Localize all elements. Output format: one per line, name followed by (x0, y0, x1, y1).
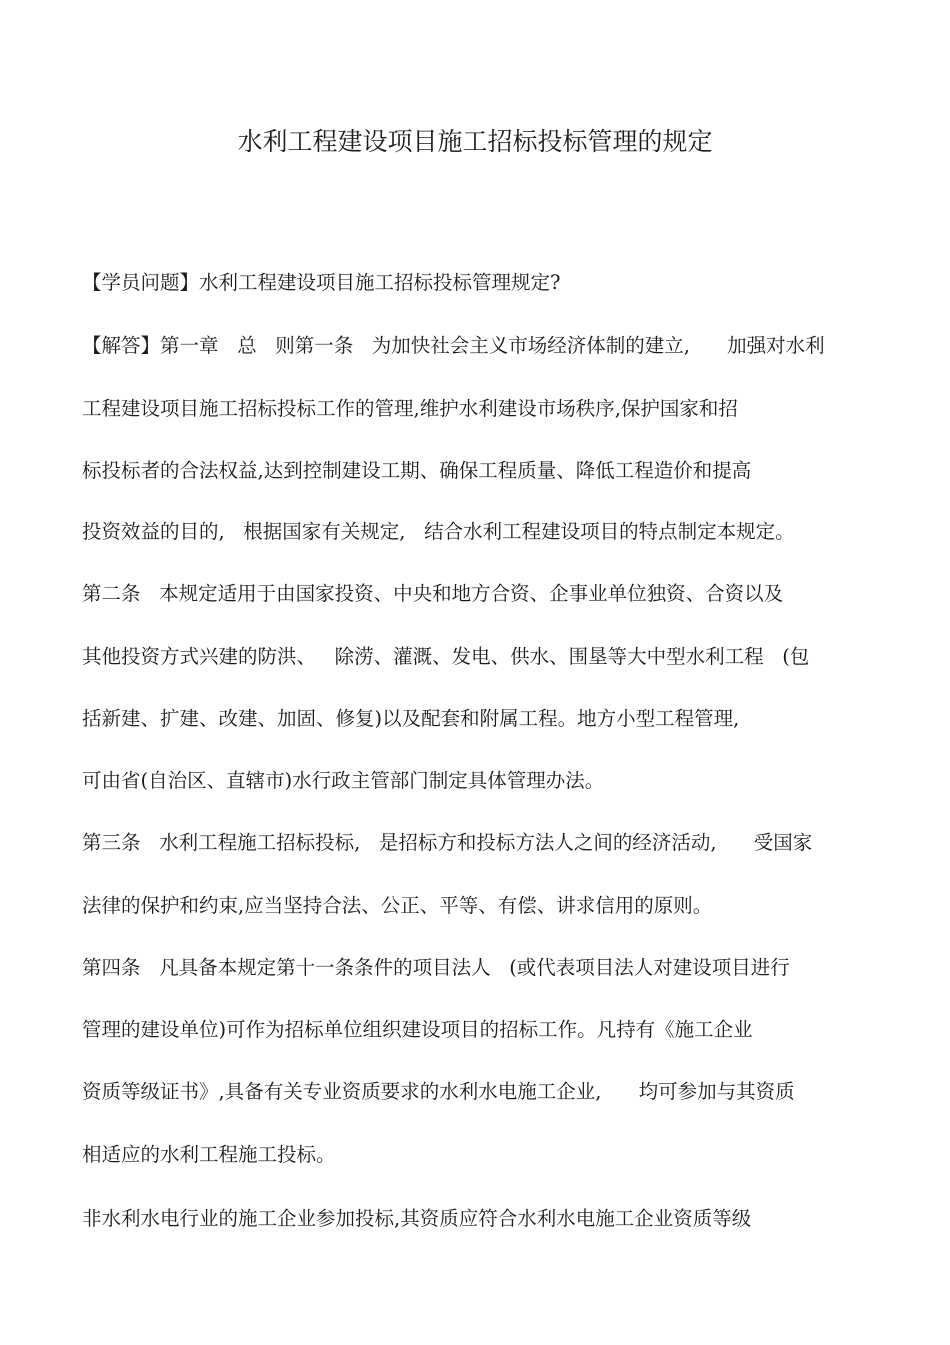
body-line: 可由省(自治区、直辖市)水行政主管部门制定具体管理办法。 (82, 769, 605, 792)
body-line: 【学员问题】水利工程建设项目施工招标投标管理规定? (82, 271, 561, 294)
body-line: 第二条 本规定适用于由国家投资、中央和地方合资、企事业单位独资、合资以及 (82, 582, 784, 605)
body-line: 非水利水电行业的施工企业参加投标,其资质应符合水利水电施工企业资质等级 (82, 1207, 752, 1230)
body-line: 法律的保护和约束,应当坚持合法、公正、平等、有偿、讲求信用的原则。 (82, 894, 713, 917)
body-line: 管理的建设单位)可作为招标单位组织建设项目的招标工作。凡持有《施工企业 (82, 1018, 753, 1041)
body-line: 第四条 凡具备本规定第十一条条件的项目法人 (或代表项目法人对建设项目进行 (82, 956, 790, 979)
body-line: 括新建、扩建、改建、加固、修复)以及配套和附属工程。地方小型工程管理, (82, 707, 740, 730)
body-line: 工程建设项目施工招标投标工作的管理,维护水利建设市场秩序,保护国家和招 (82, 397, 738, 420)
document-title: 水利工程建设项目施工招标投标管理的规定 (237, 127, 713, 156)
body-line: 资质等级证书》,具备有关专业资质要求的水利水电施工企业, 均可参加与其资质 (82, 1080, 795, 1103)
body-line: 相适应的水利工程施工投标。 (82, 1143, 336, 1166)
body-line: 投资效益的目的, 根据国家有关规定, 结合水利工程建设项目的特点制定本规定。 (82, 520, 795, 543)
body-line: 标投标者的合法权益,达到控制建设工期、确保工程质量、降低工程造价和提高 (82, 459, 752, 482)
body-line: 第三条 水利工程施工招标投标, 是招标方和投标方法人之间的经济活动, 受国家 (82, 831, 813, 854)
body-line: 其他投资方式兴建的防洪、 除涝、灌溉、发电、供水、围垦等大中型水利工程 (包 (82, 645, 810, 668)
body-line: 【解答】第一章 总 则第一条 为加快社会主义市场经济体制的建立, 加强对水利 (82, 334, 825, 357)
